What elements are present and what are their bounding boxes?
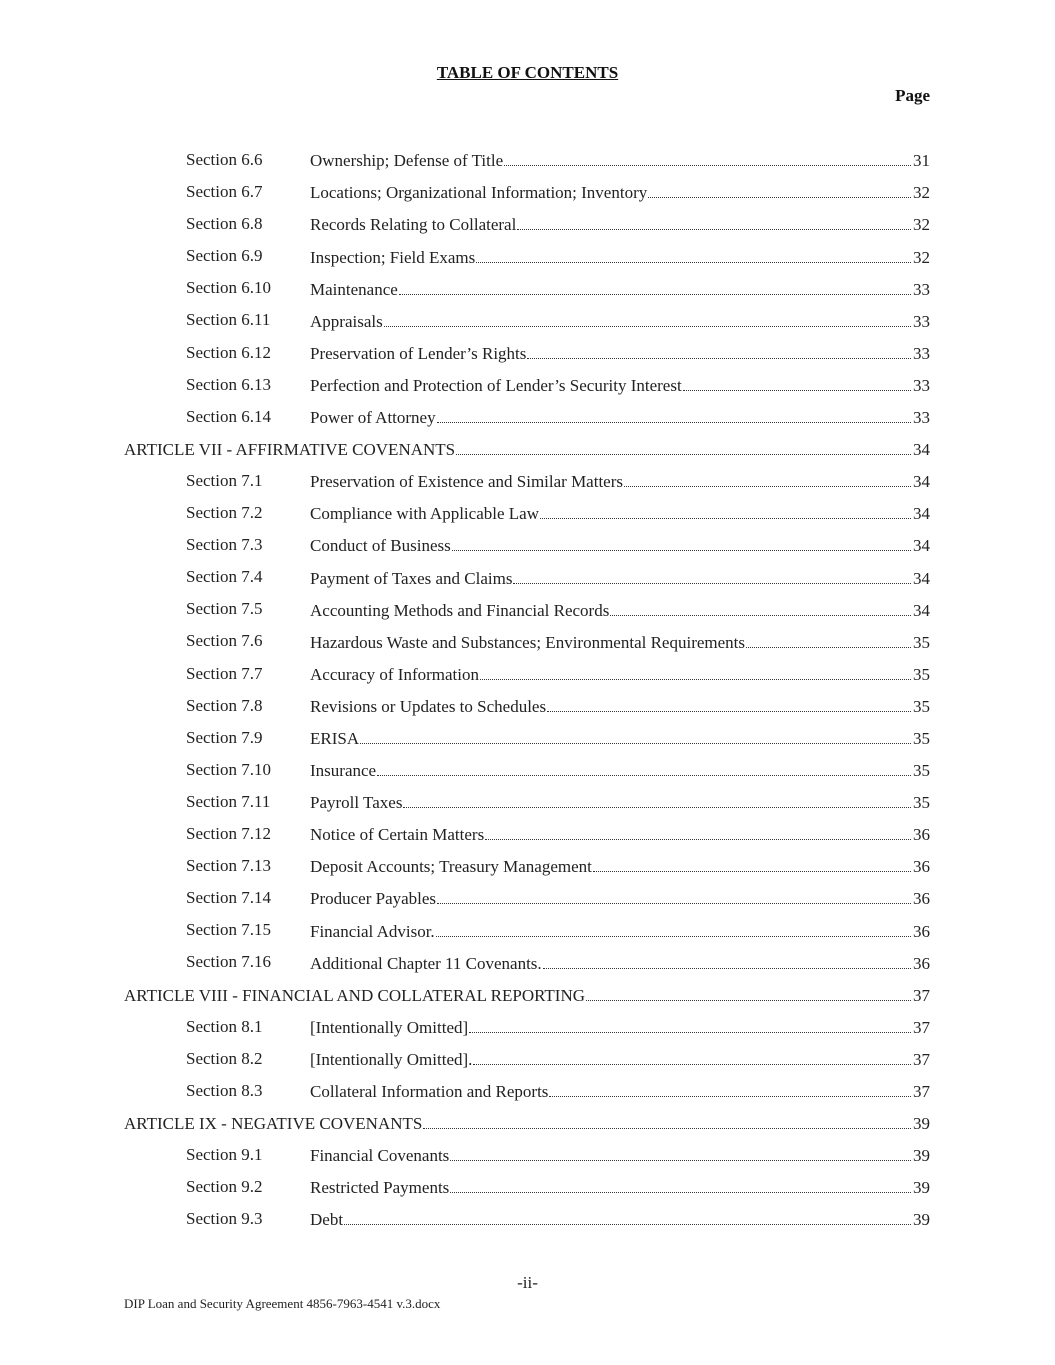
dot-leader	[456, 439, 911, 455]
entry-title: Producer Payables	[310, 889, 437, 909]
dot-leader	[746, 631, 911, 647]
entry-title: Revisions or Updates to Schedules	[310, 696, 547, 716]
entry-page-number: 39	[913, 1178, 930, 1198]
entry-page-number: 36	[913, 889, 930, 909]
entry-title: Financial Advisor.	[310, 921, 435, 941]
toc-line	[310, 792, 930, 813]
dot-leader	[377, 760, 911, 776]
toc-line	[310, 856, 930, 877]
entry-title: Inspection; Field Exams	[310, 247, 476, 267]
toc-entry-section	[0, 1043, 1055, 1075]
entry-page-number: 39	[913, 1114, 930, 1134]
section-number: Section 7.11	[186, 791, 271, 811]
toc-line	[310, 471, 930, 492]
entry-page-number: 31	[913, 151, 930, 171]
entry-page-number: 37	[913, 1017, 930, 1037]
toc-entry-section	[0, 401, 1055, 433]
entry-title: Insurance	[310, 761, 377, 781]
dot-leader	[437, 888, 911, 904]
toc-entry-section	[0, 786, 1055, 818]
entry-page-number: 34	[913, 472, 930, 492]
entry-page-number: 32	[913, 215, 930, 235]
toc-entry-section	[0, 529, 1055, 561]
toc-entry-section	[0, 690, 1055, 722]
dot-leader	[360, 728, 911, 744]
toc-entry-section	[0, 240, 1055, 272]
toc-line	[310, 760, 930, 781]
toc-line	[310, 1081, 930, 1102]
toc-line	[310, 1177, 930, 1198]
entry-page-number: 33	[913, 343, 930, 363]
toc-line	[310, 1017, 930, 1038]
section-number: Section 7.14	[186, 888, 271, 908]
toc-line	[124, 439, 930, 460]
entry-title: Collateral Information and Reports	[310, 1082, 549, 1102]
entry-title: Financial Covenants	[310, 1146, 450, 1166]
dot-leader	[504, 150, 911, 166]
entry-title: Debt	[310, 1210, 344, 1230]
dot-leader	[610, 599, 911, 615]
entry-page-number: 32	[913, 183, 930, 203]
section-number: Section 8.1	[186, 1016, 263, 1036]
entry-title: Compliance with Applicable Law	[310, 504, 539, 524]
toc-line	[310, 599, 930, 620]
entry-page-number: 33	[913, 408, 930, 428]
toc-entry-section	[0, 1075, 1055, 1107]
toc-entry-section	[0, 850, 1055, 882]
entry-page-number: 33	[913, 375, 930, 395]
entry-title: Records Relating to Collateral	[310, 215, 517, 235]
toc-entry-section	[0, 497, 1055, 529]
toc-line	[310, 246, 930, 267]
entry-page-number: 34	[913, 440, 930, 460]
dot-leader	[683, 375, 911, 391]
toc-entry-section	[0, 337, 1055, 369]
section-number: Section 7.16	[186, 952, 271, 972]
entry-page-number: 36	[913, 857, 930, 877]
entry-title: ERISA	[310, 728, 360, 748]
dot-leader	[450, 1177, 911, 1193]
section-number: Section 6.12	[186, 342, 271, 362]
dot-leader	[648, 182, 911, 198]
section-number: Section 7.10	[186, 759, 271, 779]
section-number: Section 7.13	[186, 856, 271, 876]
section-number: Section 7.8	[186, 695, 263, 715]
dot-leader	[344, 1209, 911, 1225]
toc-line	[310, 343, 930, 364]
section-number: Section 6.14	[186, 406, 271, 426]
section-number: Section 6.10	[186, 278, 271, 298]
toc-entry-section	[0, 625, 1055, 657]
toc-entry-section	[0, 1139, 1055, 1171]
dot-leader	[624, 471, 911, 487]
entry-title: Perfection and Protection of Lender’s Security Interest	[310, 375, 682, 395]
entry-page-number: 35	[913, 664, 930, 684]
dot-leader	[450, 1145, 911, 1161]
toc-line	[310, 1145, 930, 1166]
entry-page-number: 35	[913, 793, 930, 813]
toc-line	[310, 310, 930, 331]
section-number: Section 7.2	[186, 503, 263, 523]
toc-line	[310, 567, 930, 588]
toc-line	[310, 375, 930, 396]
toc-entry-section	[0, 658, 1055, 690]
section-number: Section 6.7	[186, 182, 263, 202]
section-number: Section 7.3	[186, 535, 263, 555]
toc-entry-section	[0, 1171, 1055, 1203]
entry-title: ARTICLE IX - NEGATIVE COVENANTS	[124, 1114, 423, 1134]
page-column-header: Page	[895, 86, 930, 105]
entry-title: Accounting Methods and Financial Records	[310, 600, 610, 620]
entry-title: Hazardous Waste and Substances; Environmental Requirements	[310, 632, 746, 652]
entry-page-number: 39	[913, 1210, 930, 1230]
section-number: Section 9.1	[186, 1144, 263, 1164]
toc-line	[310, 696, 930, 717]
entry-title: Maintenance	[310, 279, 398, 299]
entry-page-number: 34	[913, 568, 930, 588]
entry-title: Ownership; Defense of Title	[310, 151, 504, 171]
entry-page-number: 35	[913, 728, 930, 748]
toc-line	[310, 824, 930, 845]
toc-line	[310, 1209, 930, 1230]
section-number: Section 8.2	[186, 1048, 263, 1068]
entry-page-number: 35	[913, 696, 930, 716]
toc-line	[310, 920, 930, 941]
dot-leader	[593, 856, 911, 872]
entry-page-number: 32	[913, 247, 930, 267]
toc-line	[124, 1113, 930, 1134]
section-number: Section 8.3	[186, 1080, 263, 1100]
toc-entry-section	[0, 914, 1055, 946]
section-number: Section 7.6	[186, 631, 263, 651]
dot-leader	[547, 696, 911, 712]
dot-leader	[399, 278, 911, 294]
dot-leader	[527, 343, 911, 359]
dot-leader	[473, 1049, 911, 1065]
dot-leader	[469, 1017, 911, 1033]
section-number: Section 9.3	[186, 1209, 263, 1229]
section-number: Section 6.8	[186, 214, 263, 234]
dot-leader	[485, 824, 911, 840]
toc-entry-section	[0, 272, 1055, 304]
entry-title: Accuracy of Information	[310, 664, 479, 684]
dot-leader	[586, 984, 911, 1000]
entry-page-number: 33	[913, 279, 930, 299]
entry-title: Payroll Taxes	[310, 793, 403, 813]
section-number: Section 6.11	[186, 310, 271, 330]
dot-leader	[436, 920, 911, 936]
toc-line	[310, 888, 930, 909]
dot-leader	[549, 1081, 911, 1097]
toc-entry-section	[0, 946, 1055, 978]
entry-title: Payment of Taxes and Claims	[310, 568, 513, 588]
entry-title: ARTICLE VII - AFFIRMATIVE COVENANTS	[124, 440, 456, 460]
toc-entry-article	[0, 1107, 1055, 1139]
entry-title: [Intentionally Omitted]	[310, 1017, 469, 1037]
entry-page-number: 37	[913, 985, 930, 1005]
dot-leader	[543, 952, 911, 968]
toc-line	[124, 984, 930, 1005]
entry-title: Preservation of Existence and Similar Matters	[310, 472, 623, 492]
toc-entry-section	[0, 369, 1055, 401]
dot-leader	[513, 567, 911, 583]
toc-entry-section	[0, 754, 1055, 786]
entry-title: Locations; Organizational Information; Inventory	[310, 183, 648, 203]
toc-entry-article	[0, 978, 1055, 1010]
toc-entry-article	[0, 433, 1055, 465]
dot-leader	[437, 407, 911, 423]
dot-leader	[540, 503, 911, 519]
section-number: Section 6.6	[186, 150, 263, 169]
entry-page-number: 36	[913, 953, 930, 973]
entry-title: Power of Attorney	[310, 408, 436, 428]
entry-title: [Intentionally Omitted].	[310, 1049, 473, 1069]
toc-entry-section	[0, 304, 1055, 336]
entry-page-number: 37	[913, 1049, 930, 1069]
entry-page-number: 34	[913, 504, 930, 524]
toc-line	[310, 664, 930, 685]
entry-page-number: 37	[913, 1082, 930, 1102]
dot-leader	[384, 310, 911, 326]
toc-line	[310, 631, 930, 652]
toc-entry-section	[0, 144, 1055, 176]
toc-line	[310, 952, 930, 973]
toc-entry-section	[0, 465, 1055, 497]
toc-line	[310, 150, 930, 171]
section-number: Section 7.15	[186, 920, 271, 940]
toc-entry-section	[0, 593, 1055, 625]
toc-list	[0, 144, 1055, 1235]
entry-page-number: 35	[913, 761, 930, 781]
page-number: -ii-	[517, 1273, 538, 1292]
entry-page-number: 39	[913, 1146, 930, 1166]
dot-leader	[452, 535, 911, 551]
toc-line	[310, 182, 930, 203]
section-number: Section 6.9	[186, 246, 263, 266]
section-number: Section 7.7	[186, 663, 263, 683]
section-number: Section 7.9	[186, 727, 263, 747]
toc-line	[310, 535, 930, 556]
toc-entry-section	[0, 1203, 1055, 1235]
entry-title: Preservation of Lender’s Rights	[310, 343, 527, 363]
dot-leader	[480, 664, 911, 680]
toc-line	[310, 728, 930, 749]
toc-title: TABLE OF CONTENTS	[436, 63, 619, 82]
toc-line	[310, 1049, 930, 1070]
entry-page-number: 34	[913, 600, 930, 620]
dot-leader	[517, 214, 911, 230]
entry-title: Appraisals	[310, 311, 383, 331]
toc-line	[310, 278, 930, 299]
toc-entry-section	[0, 176, 1055, 208]
entry-page-number: 33	[913, 311, 930, 331]
toc-line	[310, 503, 930, 524]
toc-entry-section	[0, 208, 1055, 240]
dot-leader	[476, 246, 911, 262]
dot-leader	[423, 1113, 911, 1129]
section-number: Section 7.1	[186, 470, 263, 490]
entry-page-number: 34	[913, 536, 930, 556]
document-footer: DIP Loan and Security Agreement 4856-7963-4541 v.3.docx	[124, 1296, 441, 1311]
entry-title: Notice of Certain Matters	[310, 825, 485, 845]
toc-entry-section	[0, 722, 1055, 754]
toc-line	[310, 214, 930, 235]
section-number: Section 7.4	[186, 567, 263, 587]
section-number: Section 7.12	[186, 823, 271, 843]
entry-title: Deposit Accounts; Treasury Management	[310, 857, 592, 877]
toc-entry-section	[0, 561, 1055, 593]
section-number: Section 6.13	[186, 374, 271, 394]
entry-title: Conduct of Business	[310, 536, 451, 556]
entry-title: ARTICLE VIII - FINANCIAL AND COLLATERAL REPORTING	[124, 985, 586, 1005]
section-number: Section 7.5	[186, 599, 263, 619]
toc-entry-section	[0, 882, 1055, 914]
toc-line	[310, 407, 930, 428]
entry-page-number: 35	[913, 632, 930, 652]
entry-page-number: 36	[913, 825, 930, 845]
section-number: Section 9.2	[186, 1177, 263, 1196]
entry-title: Restricted Payments	[310, 1178, 450, 1198]
dot-leader	[403, 792, 911, 808]
toc-entry-section	[0, 818, 1055, 850]
entry-page-number: 36	[913, 921, 930, 941]
entry-title: Additional Chapter 11 Covenants.	[310, 953, 542, 973]
toc-entry-section	[0, 1011, 1055, 1043]
